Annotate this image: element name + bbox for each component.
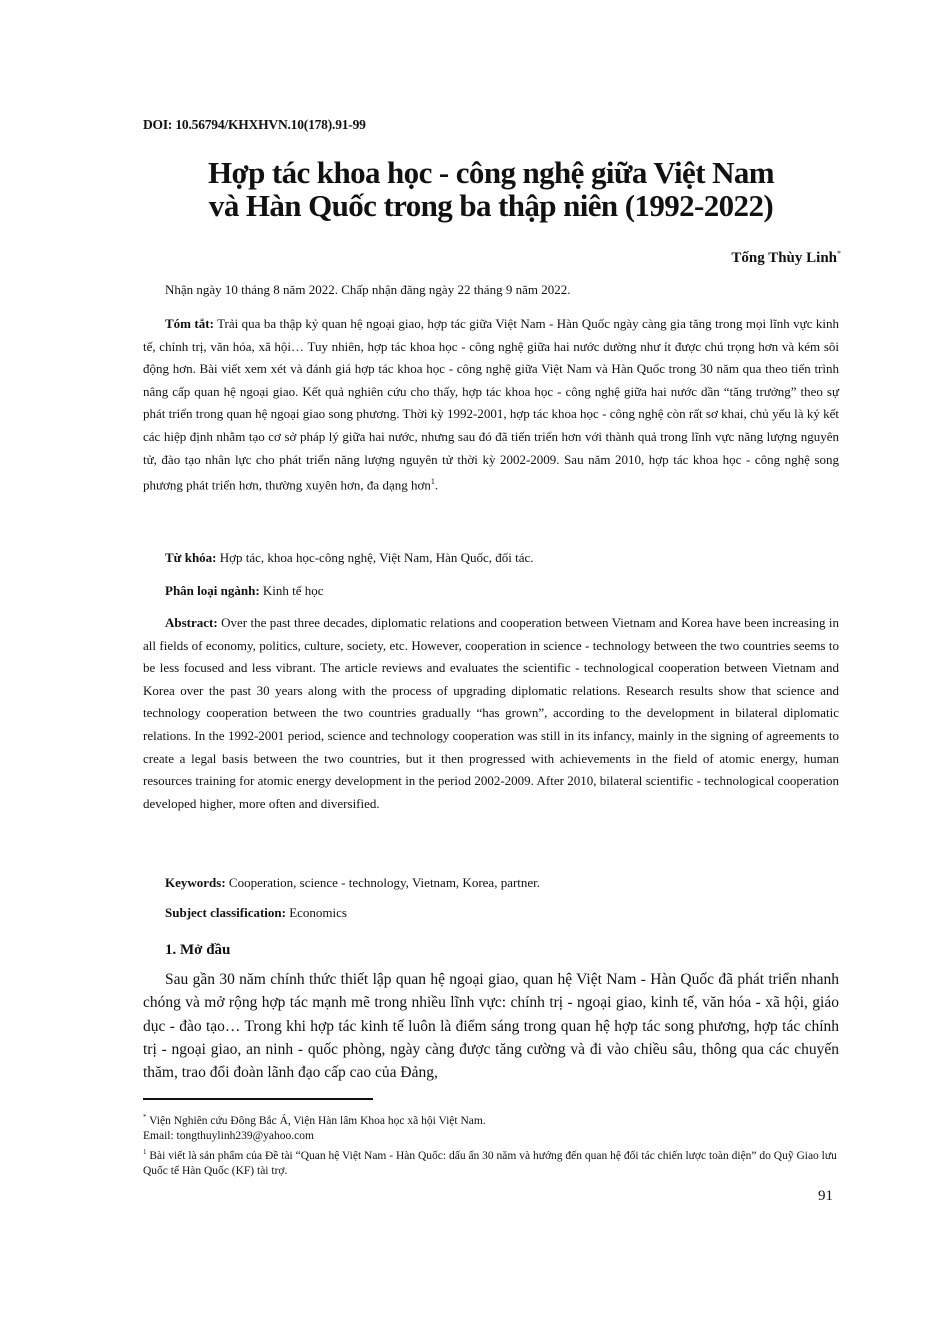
classification-en-text: Economics	[285, 905, 347, 920]
footnote-divider	[143, 1098, 373, 1100]
author-name: Tống Thùy Linh	[731, 250, 837, 266]
footnote-affiliation-text: Viện Nghiên cứu Đông Bắc Á, Viện Hàn lâm Khoa học xã hội Việt Nam.	[146, 1114, 486, 1127]
doi: DOI: 10.56794/KHXHVN.10(178).91-99	[143, 117, 366, 132]
footnote-ref: 1	[430, 477, 435, 487]
page-number: 91	[818, 1188, 833, 1204]
classification-en-label: Subject classification:	[165, 905, 286, 920]
intro-paragraph: Sau gần 30 năm chính thức thiết lập quan hệ ngoại giao, quan hệ Việt Nam - Hàn Quốc đã phát triển nhanh chóng và mở rộng hợp tác mạnh mẽ trong nhiều lĩnh vực: chính trị - ngoại giao, kinh tế, văn hóa - xã hội, giáo dục - đào tạo… Trong khi hợp tác kinh tế luôn là điểm sáng trong quan hệ hợp tác song phương, hợp tác chính trị - ngoại giao, an ninh - quốc phòng, ngày càng được tăng cường và đi vào chiều sâu, thông qua các chuyến thăm, trao đổi đoàn lãnh đạo cấp cao của Đảng,	[143, 971, 839, 1082]
section-heading: 1. Mở đầu	[165, 942, 231, 958]
email-address[interactable]: tongthuylinh239@yahoo.com	[173, 1130, 314, 1143]
footnote-funding	[143, 1145, 839, 1180]
email-label: Email:	[143, 1130, 174, 1143]
title-line-1: Hợp tác khoa học - công nghệ giữa Việt Nam	[208, 155, 774, 190]
classification-english	[143, 902, 839, 925]
footnote-mark: *	[143, 1113, 147, 1121]
article-title	[143, 156, 839, 222]
title-line-2: và Hàn Quốc trong ba thập niên (1992-2022)	[208, 188, 774, 223]
abstract-vi-end: .	[434, 477, 439, 493]
abstract-vi-text: Trải qua ba thập kỷ quan hệ ngoại giao, hợp tác giữa Việt Nam - Hàn Quốc ngày càng gia tăng trong mọi lĩnh vực kinh tế, chính trị, văn hóa, xã hội… Tuy nhiên, hợp tác khoa học - công nghệ giữa hai nước dường như ít được chú trọng hơn và kém sôi động hơn. Bài viết xem xét và đánh giá hợp tác khoa học - công nghệ giữa Việt Nam và Hàn Quốc trong 30 năm qua theo tiến trình nâng cấp quan hệ ngoại giao. Kết quả nghiên cứu cho thấy, hợp tác khoa học - công nghệ giữa hai nước dần “tăng trưởng” theo sự phát triển trong quan hệ ngoại giao song phương. Thời kỳ 1992-2001, hợp tác khoa học - công nghệ còn rất sơ khai, chủ yếu là ký kết các hiệp định nhằm tạo cơ sở pháp lý giữa hai nước, nhưng sau đó đã tiến triển hơn với thành quả trong lĩnh vực năng lượng nguyên tử, đào tạo nhân lực cho phát triển năng lượng nguyên tử thời kỳ 2002-2009. Sau năm 2010, hợp tác khoa học - công nghệ song phương phát triển hơn, thường xuyên hơn, đa dạng hơn	[143, 316, 839, 493]
author-footnote-mark: *	[837, 249, 841, 258]
abstract-english	[143, 612, 839, 815]
footnote-mark: 1	[143, 1147, 147, 1156]
abstract-en-text: Over the past three decades, diplomatic relations and cooperation between Vietnam and Korea have been increasing in all fields of economy, politics, culture, society, etc. However, cooperation in science - technology between the two countries seems to be less focused and less vibrant. The article reviews and evaluates the scientific - technological cooperation between Vietnam and Korea over the past 30 years along with the process of upgrading diplomatic relations. Research results show that science and technology cooperation between the two countries gradually “has grown”, according to the development in bilateral diplomatic relations. In the 1992-2001 period, science and technology cooperation was still in its infancy, mainly in the signing of agreements to create a legal basis between the two countries, but it then progressed with achievements in the field of atomic energy, human resources training for atomic energy development in the period 2002-2009. After 2010, bilateral scientific - technological cooperation developed higher, more often and diversified.	[143, 615, 839, 811]
keywords-english	[143, 872, 839, 895]
footnote-email	[143, 1129, 839, 1145]
classification-vi-label: Phân loại ngành:	[165, 583, 260, 598]
abstract-en-label: Abstract:	[165, 615, 218, 630]
keywords-vi-text: Hợp tác, khoa học-công nghệ, Việt Nam, Hàn Quốc, đối tác.	[216, 550, 534, 565]
author	[731, 249, 841, 267]
abstract-vi-label: Tóm tắt:	[165, 316, 214, 331]
received-date: Nhận ngày 10 tháng 8 năm 2022. Chấp nhận đăng ngày 22 tháng 9 năm 2022.	[165, 282, 571, 297]
keywords-en-text: Cooperation, science - technology, Vietnam, Korea, partner.	[225, 875, 541, 890]
keywords-en-label: Keywords:	[165, 875, 226, 890]
abstract-vietnamese	[143, 313, 839, 497]
keywords-vi-label: Từ khóa:	[165, 550, 217, 565]
footnote-affiliation	[143, 1110, 839, 1129]
footnotes	[143, 1110, 839, 1180]
classification-vietnamese	[143, 580, 839, 603]
keywords-vietnamese	[143, 547, 839, 570]
footnote-funding-text: Bài viết là sản phẩm của Đề tài “Quan hệ Việt Nam - Hàn Quốc: dấu ấn 30 năm và hướng đến quan hệ đối tác chiến lược toàn diện” do Quỹ Giao lưu Quốc tế Hàn Quốc (KF) tài trợ.	[143, 1149, 837, 1178]
classification-vi-text: Kinh tế học	[259, 583, 324, 598]
